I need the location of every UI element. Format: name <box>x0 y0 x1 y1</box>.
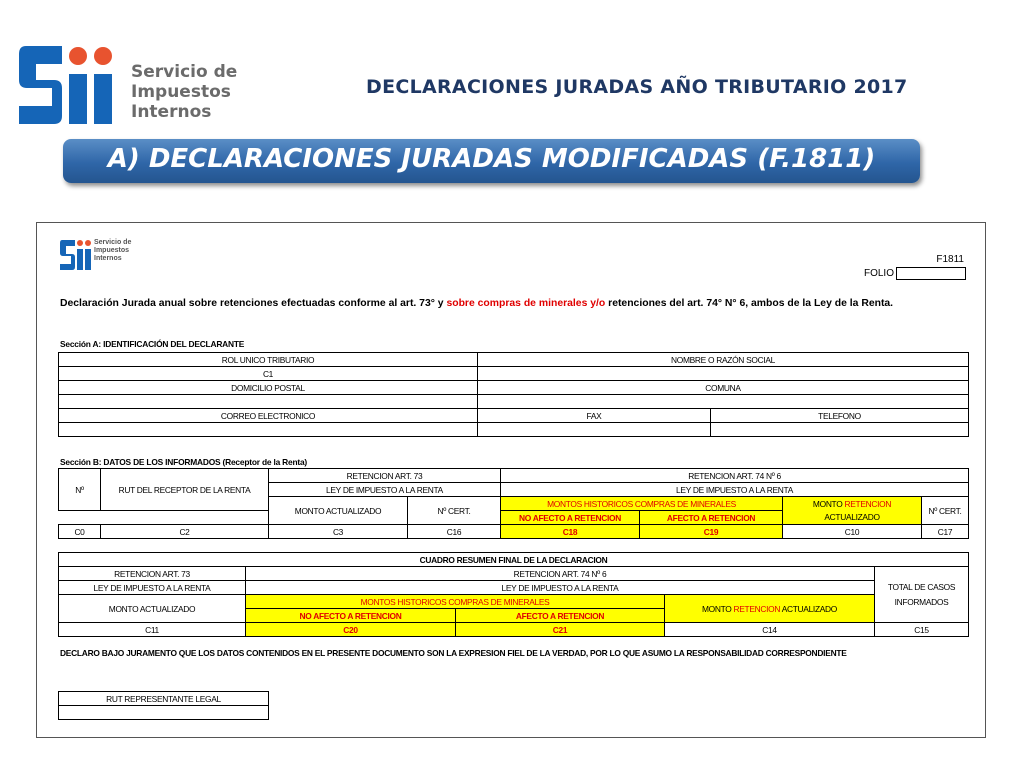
fax-field[interactable] <box>478 423 711 437</box>
afecto-header: AFECTO A RETENCION <box>640 511 783 525</box>
email-field[interactable] <box>59 423 478 437</box>
monto-act-header: MONTO ACTUALIZADO <box>269 497 408 525</box>
code-c15: C15 <box>875 623 969 637</box>
code-c10: C10 <box>783 525 922 539</box>
code-c2: C2 <box>101 525 269 539</box>
sum-monto-ret-header: MONTO RETENCION ACTUALIZADO <box>665 595 875 623</box>
rut-code: C1 <box>59 367 478 381</box>
rut-rep-header: RUT REPRESENTANTE LEGAL <box>59 692 269 706</box>
oath-statement: DECLARO BAJO JURAMENTO QUE LOS DATOS CONTENIDOS EN EL PRESENTE DOCUMENTO SON LA EXPRESION FIEL DE LA VERDAD, POR LO QUE ASUMO LA RESPONSABILIDAD CORRESPONDIENTE <box>60 648 847 658</box>
fax-header: FAX <box>478 409 711 423</box>
sii-logo-text: Servicio de Impuestos Internos <box>131 62 238 122</box>
spacer-cell <box>59 511 269 525</box>
sum-ley73-header: LEY DE IMPUESTO A LA RENTA <box>59 581 246 595</box>
address-header: DOMICILIO POSTAL <box>59 381 478 395</box>
code-c20: C20 <box>246 623 456 637</box>
section-a-title: Sección A: IDENTIFICACIÓN DEL DECLARANTE <box>60 339 245 349</box>
code-c3: C3 <box>269 525 408 539</box>
code-c0: C0 <box>59 525 101 539</box>
code-c14: C14 <box>665 623 875 637</box>
section-banner <box>63 139 920 183</box>
comuna-field[interactable] <box>478 395 969 409</box>
section-a-table <box>58 352 969 437</box>
sum-ret73-header: RETENCION ART. 73 <box>59 567 246 581</box>
ley73-header: LEY DE IMPUESTO A LA RENTA <box>269 483 501 497</box>
small-logo-text: Servicio de Impuestos Internos <box>94 239 132 262</box>
phone-field[interactable] <box>711 423 969 437</box>
monto-ret-header: MONTO RETENCION ACTUALIZADO <box>783 497 922 525</box>
no-afecto-header: NO AFECTO A RETENCION <box>501 511 640 525</box>
ley74-header: LEY DE IMPUESTO A LA RENTA <box>501 483 969 497</box>
phone-header: TELEFONO <box>711 409 969 423</box>
sum-ret74-header: RETENCION ART. 74 Nº 6 <box>246 567 875 581</box>
sum-montos-hist-header: MONTOS HISTORICOS COMPRAS DE MINERALES <box>246 595 665 609</box>
sum-monto-act-header: MONTO ACTUALIZADO <box>59 595 246 623</box>
section-b-table <box>58 468 969 539</box>
code-c18: C18 <box>501 525 640 539</box>
declaration-text: Declaración Jurada anual sobre retenciones efectuadas conforme al art. 73° y sobre compras de minerales y/o retenciones del art. 74° N° 6, ambos de la Ley de la Renta. <box>60 298 894 309</box>
email-header: CORREO ELECTRONICO <box>59 409 478 423</box>
rut-rep-table <box>58 691 269 720</box>
code-c16: C16 <box>408 525 501 539</box>
code-c11: C11 <box>59 623 246 637</box>
page-title: DECLARACIONES JURADAS AÑO TRIBUTARIO 2017 <box>366 76 908 98</box>
form-code: F1811 <box>936 254 964 265</box>
code-c17: C17 <box>922 525 969 539</box>
sum-ley74-header: LEY DE IMPUESTO A LA RENTA <box>246 581 875 595</box>
montos-hist-header: MONTOS HISTORICOS COMPRAS DE MINERALES <box>501 497 783 511</box>
comuna-header: COMUNA <box>478 381 969 395</box>
section-b-title: Sección B: DATOS DE LOS INFORMADOS (Receptor de la Renta) <box>60 457 308 467</box>
ncert73-header: Nº CERT. <box>408 497 501 525</box>
rut-receptor-header: RUT DEL RECEPTOR DE LA RENTA <box>101 469 269 511</box>
form-f1811 <box>36 222 986 738</box>
rut-header: ROL UNICO TRIBUTARIO <box>59 353 478 367</box>
ret74-header: RETENCION ART. 74 Nº 6 <box>501 469 969 483</box>
summary-table <box>58 552 969 637</box>
rut-rep-field[interactable] <box>59 706 269 720</box>
sum-no-afecto-header: NO AFECTO A RETENCION <box>246 609 456 623</box>
banner-title: A) DECLARACIONES JURADAS MODIFICADAS (F.1811) <box>107 144 876 174</box>
ret73-header: RETENCION ART. 73 <box>269 469 501 483</box>
no-header: Nº <box>59 469 101 511</box>
code-c19: C19 <box>640 525 783 539</box>
address-field[interactable] <box>59 395 478 409</box>
name-header: NOMBRE O RAZÓN SOCIAL <box>478 353 969 367</box>
folio-field[interactable] <box>896 267 966 280</box>
code-c21: C21 <box>456 623 665 637</box>
name-field[interactable] <box>478 367 969 381</box>
total-casos-header: TOTAL DE CASOS INFORMADOS <box>875 567 969 623</box>
sum-afecto-header: AFECTO A RETENCION <box>456 609 665 623</box>
folio-label: FOLIO <box>863 268 894 279</box>
summary-title: CUADRO RESUMEN FINAL DE LA DECLARACION <box>59 553 969 567</box>
ncert74-header: Nº CERT. <box>922 497 969 525</box>
